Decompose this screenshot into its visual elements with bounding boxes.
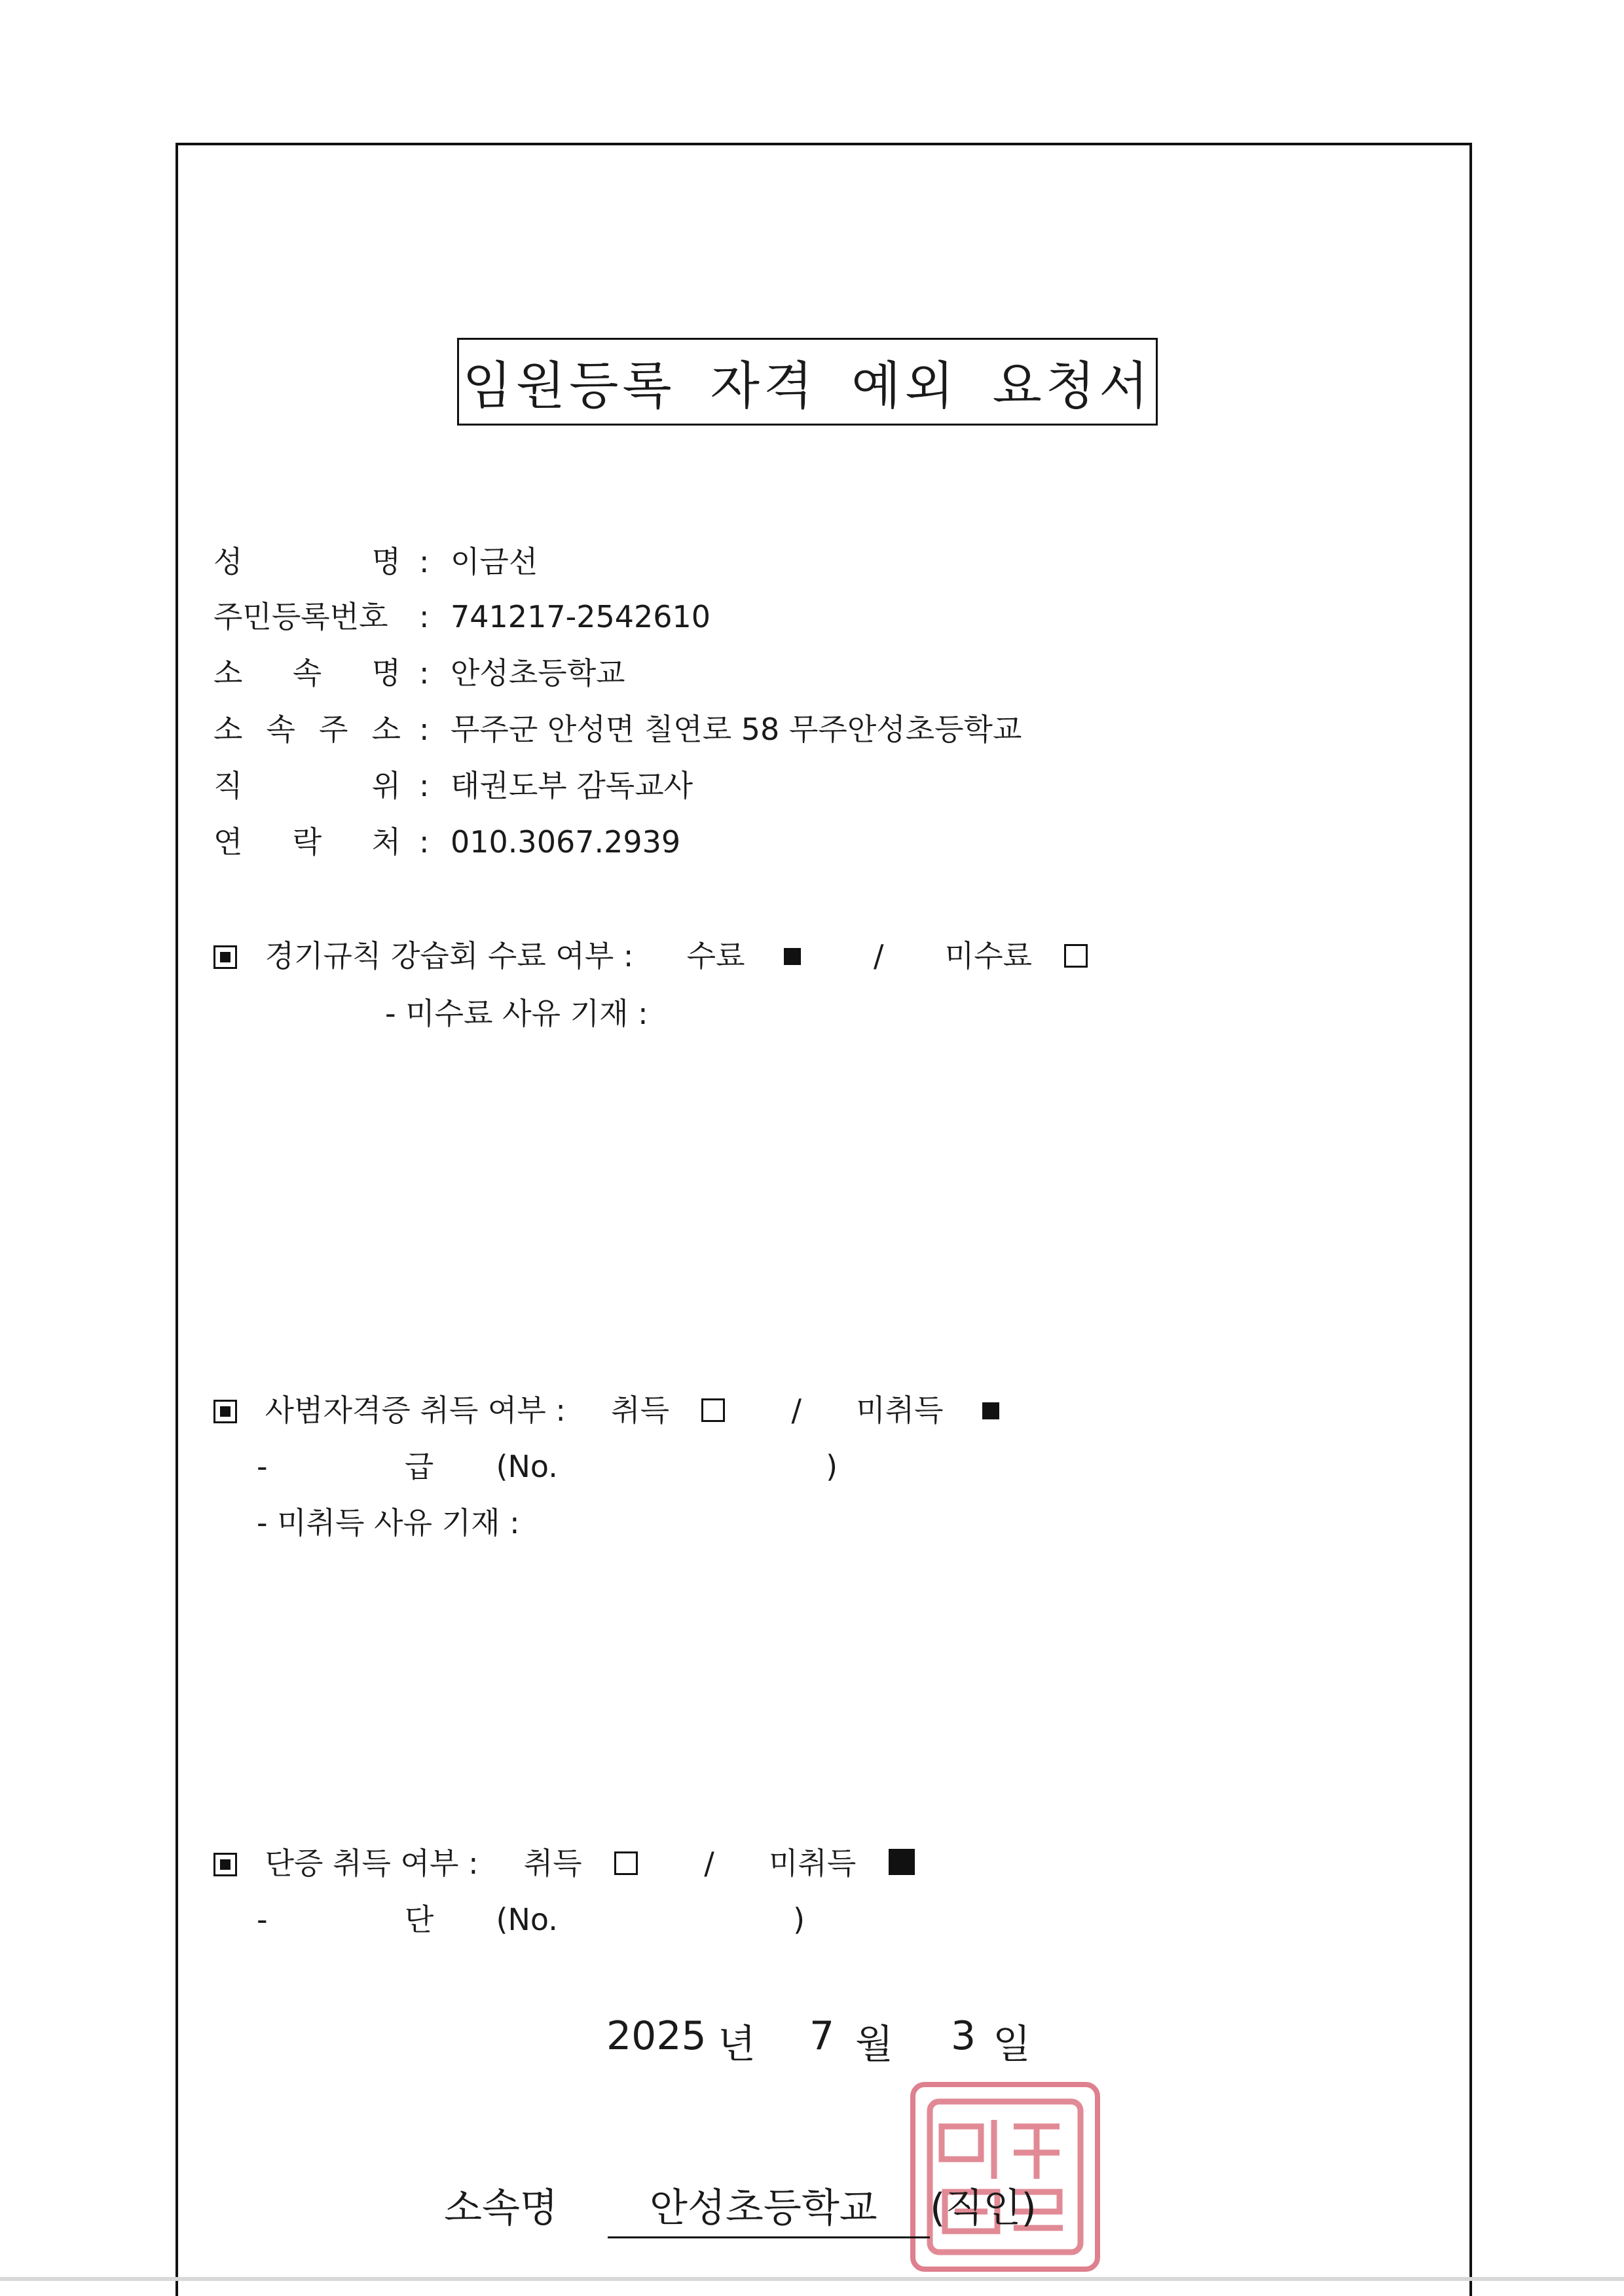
name-label: 성 명 (213, 544, 401, 579)
section3-question-row: 단증 취득 여부 : 취득 / 미취득 (213, 1844, 915, 1883)
section1-question-row: 경기규칙 강습회 수료 여부 : 수료 / 미수료 (213, 936, 1088, 975)
section2-opt-yes-label: 취득 (611, 1393, 670, 1428)
signature-underline (608, 2236, 930, 2238)
section-bullet-icon (213, 1853, 237, 1876)
section3-question: 단증 취득 여부 : (265, 1846, 479, 1881)
page-bottom-edge (0, 2277, 1624, 2281)
section3-opt-no-checkbox[interactable] (889, 1849, 915, 1875)
section1-reason: - 미수료 사유 기재 : (385, 996, 648, 1031)
section3-opt-yes-checkbox[interactable] (614, 1851, 638, 1875)
document-title: 임원등록 자격 예외 요청서 (457, 338, 1158, 426)
section3-opt-no-label: 미취득 (768, 1846, 857, 1881)
section1-opt-no-checkbox[interactable] (1064, 944, 1088, 968)
contact-value: 010.3067.2939 (451, 824, 681, 860)
position-value: 태권도부 감독교사 (451, 768, 693, 803)
signature-school-name: 안성초등학교 (650, 2185, 877, 2231)
signature-seal-label: (직인) (930, 2185, 1037, 2231)
date-day: 3 (951, 2013, 976, 2059)
section-bullet-icon (213, 1400, 237, 1423)
address-label: 소 속 주 소 (213, 712, 401, 747)
section2-reason: - 미취득 사유 기재 : (257, 1505, 520, 1540)
date-year: 2025 (606, 2013, 707, 2059)
section2-grade-label: 급 (404, 1449, 434, 1484)
section1-opt-yes-label: 수료 (686, 938, 745, 974)
section2-opt-no-label: 미취득 (856, 1393, 944, 1428)
section1-opt-no-label: 미수료 (944, 938, 1033, 974)
section2-opt-yes-checkbox[interactable] (701, 1398, 725, 1422)
affiliation-label: 소 속 명 (213, 655, 401, 691)
affiliation-value: 안성초등학교 (451, 655, 625, 691)
section3-dan-row: - 단 (No. ) (257, 1902, 805, 1937)
section2-opt-no-checkbox[interactable] (982, 1402, 999, 1419)
section-bullet-icon (213, 945, 237, 969)
section2-grade-row: - 급 (No. ) (257, 1449, 838, 1484)
position-label: 직 위 (213, 768, 401, 803)
date-year-unit: 년 (718, 2022, 756, 2068)
name-value: 이금선 (451, 544, 538, 579)
section2-question-row: 사범자격증 취득 여부 : 취득 / 미취득 (213, 1391, 999, 1430)
document-frame (175, 143, 1472, 2296)
date-day-unit: 일 (993, 2022, 1031, 2068)
date-month-unit: 월 (855, 2022, 893, 2068)
address-value: 무주군 안성면 칠연로 58 무주안성초등학교 (451, 712, 1022, 747)
signature-affiliation-label: 소속명 (444, 2185, 558, 2231)
rrn-value: 741217-2542610 (451, 599, 711, 634)
section2-question: 사범자격증 취득 여부 : (265, 1393, 566, 1428)
date-month: 7 (809, 2013, 835, 2059)
section3-dan-label: 단 (404, 1902, 434, 1937)
section1-opt-yes-checkbox[interactable] (784, 948, 801, 965)
section3-opt-yes-label: 취득 (523, 1846, 582, 1881)
contact-label: 연 락 처 (213, 824, 401, 860)
section1-question: 경기규칙 강습회 수료 여부 : (265, 938, 634, 974)
rrn-label: 주민등록번호 (213, 599, 388, 634)
